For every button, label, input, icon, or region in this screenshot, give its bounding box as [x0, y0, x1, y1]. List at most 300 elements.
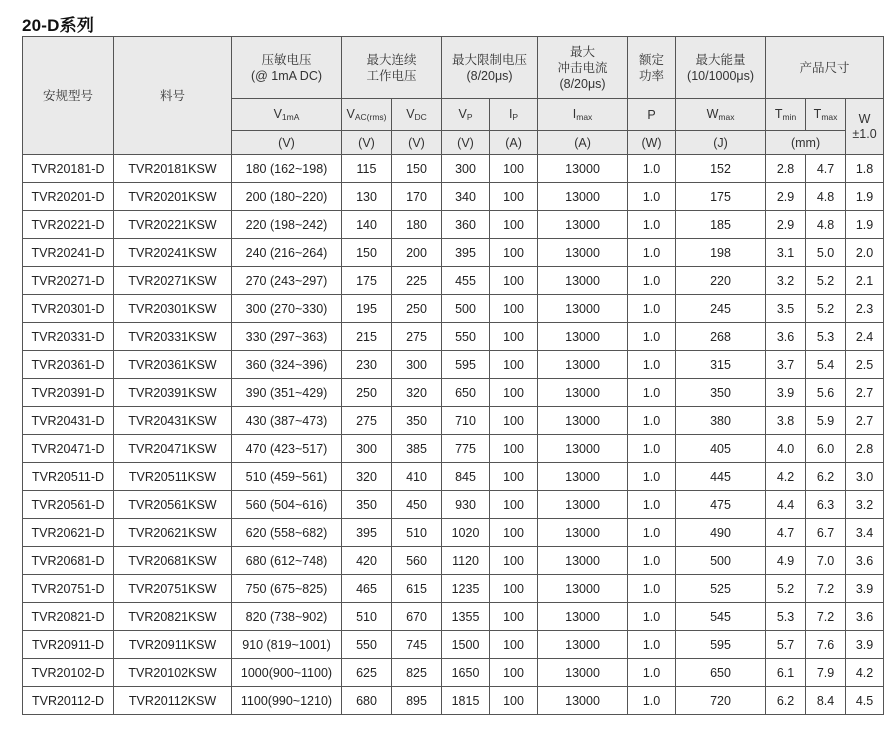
cell-vdc: 300	[392, 351, 442, 379]
cell-width: 2.3	[846, 295, 884, 323]
cell-part-number: TVR20112KSW	[114, 687, 232, 715]
cell-width: 2.0	[846, 239, 884, 267]
cell-part-number: TVR20561KSW	[114, 491, 232, 519]
cell-imax: 13000	[538, 659, 628, 687]
cell-energy: 650	[676, 659, 766, 687]
cell-part-number: TVR20751KSW	[114, 575, 232, 603]
cell-vac: 680	[342, 687, 392, 715]
table-row	[23, 155, 884, 183]
cell-vac: 115	[342, 155, 392, 183]
cell-vac: 230	[342, 351, 392, 379]
unit-imax: (A)	[538, 131, 628, 155]
cell-width: 4.2	[846, 659, 884, 687]
cell-energy: 198	[676, 239, 766, 267]
cell-power: 1.0	[628, 239, 676, 267]
cell-vp: 930	[442, 491, 490, 519]
cell-power: 1.0	[628, 183, 676, 211]
cell-power: 1.0	[628, 575, 676, 603]
cell-tmax: 7.2	[806, 603, 846, 631]
cell-vac: 215	[342, 323, 392, 351]
cell-power: 1.0	[628, 323, 676, 351]
cell-vp: 775	[442, 435, 490, 463]
unit-mm: (mm)	[766, 131, 846, 155]
table-row	[23, 631, 884, 659]
table-row	[23, 435, 884, 463]
header-max-clamping-voltage: 最大限制电压 (8/20μs)	[442, 37, 538, 99]
cell-vp: 550	[442, 323, 490, 351]
cell-ip: 100	[490, 603, 538, 631]
cell-width: 2.1	[846, 267, 884, 295]
cell-safety-model: TVR20201-D	[23, 183, 114, 211]
cell-power: 1.0	[628, 155, 676, 183]
cell-power: 1.0	[628, 379, 676, 407]
cell-vac: 150	[342, 239, 392, 267]
cell-imax: 13000	[538, 323, 628, 351]
cell-tmax: 5.2	[806, 267, 846, 295]
cell-vp: 1020	[442, 519, 490, 547]
cell-tmax: 8.4	[806, 687, 846, 715]
cell-safety-model: TVR20911-D	[23, 631, 114, 659]
header-rated-power: 额定 功率	[628, 37, 676, 99]
cell-energy: 500	[676, 547, 766, 575]
cell-tmin: 3.1	[766, 239, 806, 267]
cell-vp: 340	[442, 183, 490, 211]
cell-tmin: 3.7	[766, 351, 806, 379]
cell-tmin: 5.3	[766, 603, 806, 631]
unit-ip: (A)	[490, 131, 538, 155]
cell-vdc: 410	[392, 463, 442, 491]
cell-width: 3.9	[846, 631, 884, 659]
cell-vp: 1815	[442, 687, 490, 715]
symbol-vp: $V_P$	[442, 99, 490, 131]
cell-ip: 100	[490, 295, 538, 323]
cell-safety-model: TVR20681-D	[23, 547, 114, 575]
symbol-p: P	[628, 99, 676, 131]
cell-varistor-voltage: 300 (270~330)	[232, 295, 342, 323]
cell-energy: 475	[676, 491, 766, 519]
cell-vdc: 200	[392, 239, 442, 267]
table-row	[23, 267, 884, 295]
cell-safety-model: TVR20511-D	[23, 463, 114, 491]
cell-tmax: 6.2	[806, 463, 846, 491]
cell-tmin: 2.9	[766, 183, 806, 211]
cell-vac: 300	[342, 435, 392, 463]
cell-energy: 185	[676, 211, 766, 239]
cell-vac: 420	[342, 547, 392, 575]
unit-vp: (V)	[442, 131, 490, 155]
cell-width: 3.0	[846, 463, 884, 491]
cell-tmax: 5.4	[806, 351, 846, 379]
symbol-wmax: $W_{max}$	[676, 99, 766, 131]
cell-vac: 625	[342, 659, 392, 687]
cell-safety-model: TVR20102-D	[23, 659, 114, 687]
cell-energy: 175	[676, 183, 766, 211]
cell-ip: 100	[490, 631, 538, 659]
cell-vac: 130	[342, 183, 392, 211]
cell-vdc: 170	[392, 183, 442, 211]
cell-tmin: 5.2	[766, 575, 806, 603]
cell-safety-model: TVR20301-D	[23, 295, 114, 323]
unit-p: (W)	[628, 131, 676, 155]
table-row	[23, 211, 884, 239]
cell-imax: 13000	[538, 463, 628, 491]
cell-vac: 465	[342, 575, 392, 603]
cell-tmax: 5.3	[806, 323, 846, 351]
cell-imax: 13000	[538, 379, 628, 407]
cell-imax: 13000	[538, 239, 628, 267]
cell-energy: 445	[676, 463, 766, 491]
cell-part-number: TVR20681KSW	[114, 547, 232, 575]
table-row	[23, 407, 884, 435]
cell-width: 2.4	[846, 323, 884, 351]
cell-vdc: 745	[392, 631, 442, 659]
cell-part-number: TVR20221KSW	[114, 211, 232, 239]
table-body	[23, 155, 884, 715]
symbol-ip: $I_P$	[490, 99, 538, 131]
cell-tmax: 7.0	[806, 547, 846, 575]
cell-width: 1.9	[846, 211, 884, 239]
cell-imax: 13000	[538, 547, 628, 575]
cell-imax: 13000	[538, 631, 628, 659]
cell-vp: 650	[442, 379, 490, 407]
cell-varistor-voltage: 390 (351~429)	[232, 379, 342, 407]
cell-vdc: 225	[392, 267, 442, 295]
cell-vp: 360	[442, 211, 490, 239]
cell-varistor-voltage: 750 (675~825)	[232, 575, 342, 603]
cell-part-number: TVR20391KSW	[114, 379, 232, 407]
cell-vac: 140	[342, 211, 392, 239]
cell-safety-model: TVR20821-D	[23, 603, 114, 631]
cell-tmin: 3.2	[766, 267, 806, 295]
cell-part-number: TVR20431KSW	[114, 407, 232, 435]
cell-energy: 595	[676, 631, 766, 659]
cell-vdc: 560	[392, 547, 442, 575]
table-row	[23, 659, 884, 687]
table-row	[23, 379, 884, 407]
cell-safety-model: TVR20561-D	[23, 491, 114, 519]
cell-varistor-voltage: 330 (297~363)	[232, 323, 342, 351]
cell-safety-model: TVR20471-D	[23, 435, 114, 463]
cell-part-number: TVR20361KSW	[114, 351, 232, 379]
cell-power: 1.0	[628, 351, 676, 379]
cell-part-number: TVR20621KSW	[114, 519, 232, 547]
cell-tmax: 5.9	[806, 407, 846, 435]
cell-power: 1.0	[628, 631, 676, 659]
cell-power: 1.0	[628, 603, 676, 631]
cell-imax: 13000	[538, 183, 628, 211]
table-row	[23, 463, 884, 491]
cell-tmin: 6.2	[766, 687, 806, 715]
cell-safety-model: TVR20221-D	[23, 211, 114, 239]
cell-energy: 490	[676, 519, 766, 547]
cell-imax: 13000	[538, 407, 628, 435]
table-row	[23, 323, 884, 351]
table-row	[23, 519, 884, 547]
cell-tmin: 2.8	[766, 155, 806, 183]
cell-part-number: TVR20301KSW	[114, 295, 232, 323]
cell-part-number: TVR20241KSW	[114, 239, 232, 267]
table-row	[23, 603, 884, 631]
cell-tmin: 3.5	[766, 295, 806, 323]
cell-power: 1.0	[628, 407, 676, 435]
cell-power: 1.0	[628, 547, 676, 575]
cell-ip: 100	[490, 547, 538, 575]
header-product-size: 产品尺寸	[766, 37, 884, 99]
cell-varistor-voltage: 620 (558~682)	[232, 519, 342, 547]
symbol-vac: $V_{AC(rms)}$	[342, 99, 392, 131]
cell-imax: 13000	[538, 295, 628, 323]
cell-part-number: TVR20911KSW	[114, 631, 232, 659]
cell-vdc: 250	[392, 295, 442, 323]
unit-wmax: (J)	[676, 131, 766, 155]
cell-tmin: 6.1	[766, 659, 806, 687]
cell-vac: 195	[342, 295, 392, 323]
cell-vdc: 350	[392, 407, 442, 435]
cell-energy: 152	[676, 155, 766, 183]
cell-energy: 315	[676, 351, 766, 379]
cell-vp: 1500	[442, 631, 490, 659]
cell-tmin: 4.7	[766, 519, 806, 547]
cell-vdc: 615	[392, 575, 442, 603]
cell-tmin: 4.2	[766, 463, 806, 491]
cell-vp: 1355	[442, 603, 490, 631]
cell-energy: 720	[676, 687, 766, 715]
header-max-continuous-voltage: 最大连续 工作电压	[342, 37, 442, 99]
cell-safety-model: TVR20331-D	[23, 323, 114, 351]
cell-vdc: 510	[392, 519, 442, 547]
header-part-number: 料号	[114, 37, 232, 155]
cell-vp: 1235	[442, 575, 490, 603]
cell-vp: 500	[442, 295, 490, 323]
symbol-tmax: $T_{max}$	[806, 99, 846, 131]
cell-vac: 175	[342, 267, 392, 295]
cell-tmin: 4.9	[766, 547, 806, 575]
cell-energy: 405	[676, 435, 766, 463]
table-row	[23, 239, 884, 267]
cell-varistor-voltage: 910 (819~1001)	[232, 631, 342, 659]
cell-imax: 13000	[538, 575, 628, 603]
header-max-surge-current: 最大 冲击电流 (8/20μs)	[538, 37, 628, 99]
cell-imax: 13000	[538, 519, 628, 547]
cell-width: 2.7	[846, 407, 884, 435]
cell-ip: 100	[490, 267, 538, 295]
cell-vdc: 895	[392, 687, 442, 715]
cell-vdc: 450	[392, 491, 442, 519]
symbol-width: W ±1.0	[846, 99, 884, 155]
symbol-v1ma: $V_{1mA}$	[232, 99, 342, 131]
symbol-imax: $I_{max}$	[538, 99, 628, 131]
unit-vac: (V)	[342, 131, 392, 155]
cell-vac: 350	[342, 491, 392, 519]
cell-ip: 100	[490, 351, 538, 379]
cell-vdc: 385	[392, 435, 442, 463]
cell-vdc: 670	[392, 603, 442, 631]
cell-imax: 13000	[538, 603, 628, 631]
cell-imax: 13000	[538, 155, 628, 183]
cell-tmax: 6.0	[806, 435, 846, 463]
cell-varistor-voltage: 820 (738~902)	[232, 603, 342, 631]
cell-vp: 395	[442, 239, 490, 267]
cell-tmin: 5.7	[766, 631, 806, 659]
cell-power: 1.0	[628, 267, 676, 295]
cell-width: 3.6	[846, 547, 884, 575]
cell-power: 1.0	[628, 491, 676, 519]
cell-ip: 100	[490, 491, 538, 519]
cell-ip: 100	[490, 183, 538, 211]
cell-varistor-voltage: 270 (243~297)	[232, 267, 342, 295]
cell-part-number: TVR20821KSW	[114, 603, 232, 631]
cell-energy: 220	[676, 267, 766, 295]
cell-tmin: 4.4	[766, 491, 806, 519]
cell-energy: 350	[676, 379, 766, 407]
cell-imax: 13000	[538, 687, 628, 715]
cell-part-number: TVR20102KSW	[114, 659, 232, 687]
cell-vac: 250	[342, 379, 392, 407]
cell-varistor-voltage: 220 (198~242)	[232, 211, 342, 239]
cell-width: 3.2	[846, 491, 884, 519]
cell-part-number: TVR20181KSW	[114, 155, 232, 183]
cell-energy: 268	[676, 323, 766, 351]
cell-varistor-voltage: 1000(900~1100)	[232, 659, 342, 687]
cell-vdc: 180	[392, 211, 442, 239]
cell-varistor-voltage: 430 (387~473)	[232, 407, 342, 435]
cell-vp: 300	[442, 155, 490, 183]
cell-imax: 13000	[538, 267, 628, 295]
cell-ip: 100	[490, 323, 538, 351]
header-max-energy: 最大能量 (10/1000μs)	[676, 37, 766, 99]
cell-power: 1.0	[628, 435, 676, 463]
symbol-vdc: $V_{DC}$	[392, 99, 442, 131]
cell-ip: 100	[490, 211, 538, 239]
cell-tmin: 3.9	[766, 379, 806, 407]
table-row	[23, 351, 884, 379]
cell-tmax: 4.8	[806, 183, 846, 211]
cell-vdc: 825	[392, 659, 442, 687]
table-row	[23, 687, 884, 715]
cell-ip: 100	[490, 239, 538, 267]
cell-safety-model: TVR20751-D	[23, 575, 114, 603]
table-header	[23, 37, 884, 155]
cell-varistor-voltage: 200 (180~220)	[232, 183, 342, 211]
cell-vac: 510	[342, 603, 392, 631]
cell-ip: 100	[490, 575, 538, 603]
cell-safety-model: TVR20271-D	[23, 267, 114, 295]
cell-imax: 13000	[538, 351, 628, 379]
cell-vdc: 275	[392, 323, 442, 351]
cell-energy: 545	[676, 603, 766, 631]
cell-safety-model: TVR20112-D	[23, 687, 114, 715]
cell-tmax: 6.3	[806, 491, 846, 519]
cell-tmax: 5.6	[806, 379, 846, 407]
cell-tmin: 4.0	[766, 435, 806, 463]
cell-tmax: 5.0	[806, 239, 846, 267]
cell-width: 3.4	[846, 519, 884, 547]
cell-tmin: 2.9	[766, 211, 806, 239]
cell-vp: 845	[442, 463, 490, 491]
cell-varistor-voltage: 510 (459~561)	[232, 463, 342, 491]
cell-ip: 100	[490, 519, 538, 547]
cell-safety-model: TVR20621-D	[23, 519, 114, 547]
cell-width: 3.6	[846, 603, 884, 631]
table-row	[23, 183, 884, 211]
cell-width: 4.5	[846, 687, 884, 715]
cell-vdc: 320	[392, 379, 442, 407]
table-row	[23, 295, 884, 323]
cell-ip: 100	[490, 687, 538, 715]
cell-tmax: 7.9	[806, 659, 846, 687]
header-varistor-voltage: 压敏电压 (@ 1mA DC)	[232, 37, 342, 99]
cell-vp: 595	[442, 351, 490, 379]
cell-vac: 320	[342, 463, 392, 491]
cell-width: 1.9	[846, 183, 884, 211]
header-safety-model: 安规型号	[23, 37, 114, 155]
cell-ip: 100	[490, 379, 538, 407]
cell-vac: 395	[342, 519, 392, 547]
cell-vp: 710	[442, 407, 490, 435]
cell-power: 1.0	[628, 211, 676, 239]
cell-power: 1.0	[628, 295, 676, 323]
cell-vp: 455	[442, 267, 490, 295]
cell-safety-model: TVR20361-D	[23, 351, 114, 379]
cell-ip: 100	[490, 659, 538, 687]
cell-ip: 100	[490, 463, 538, 491]
table-row	[23, 547, 884, 575]
table-row	[23, 491, 884, 519]
cell-ip: 100	[490, 407, 538, 435]
cell-varistor-voltage: 180 (162~198)	[232, 155, 342, 183]
cell-part-number: TVR20271KSW	[114, 267, 232, 295]
cell-part-number: TVR20331KSW	[114, 323, 232, 351]
cell-tmax: 6.7	[806, 519, 846, 547]
cell-energy: 380	[676, 407, 766, 435]
cell-varistor-voltage: 1100(990~1210)	[232, 687, 342, 715]
cell-ip: 100	[490, 435, 538, 463]
spec-table	[22, 36, 884, 715]
cell-power: 1.0	[628, 519, 676, 547]
cell-energy: 245	[676, 295, 766, 323]
cell-vac: 550	[342, 631, 392, 659]
unit-vdc: (V)	[392, 131, 442, 155]
cell-tmax: 4.7	[806, 155, 846, 183]
cell-varistor-voltage: 560 (504~616)	[232, 491, 342, 519]
cell-vp: 1650	[442, 659, 490, 687]
cell-varistor-voltage: 470 (423~517)	[232, 435, 342, 463]
cell-imax: 13000	[538, 211, 628, 239]
cell-tmax: 4.8	[806, 211, 846, 239]
cell-energy: 525	[676, 575, 766, 603]
cell-tmin: 3.6	[766, 323, 806, 351]
cell-power: 1.0	[628, 659, 676, 687]
cell-power: 1.0	[628, 463, 676, 491]
cell-imax: 13000	[538, 491, 628, 519]
table-row	[23, 575, 884, 603]
cell-safety-model: TVR20391-D	[23, 379, 114, 407]
cell-width: 2.8	[846, 435, 884, 463]
cell-safety-model: TVR20431-D	[23, 407, 114, 435]
cell-safety-model: TVR20241-D	[23, 239, 114, 267]
cell-imax: 13000	[538, 435, 628, 463]
cell-width: 2.5	[846, 351, 884, 379]
cell-part-number: TVR20511KSW	[114, 463, 232, 491]
cell-width: 3.9	[846, 575, 884, 603]
cell-safety-model: TVR20181-D	[23, 155, 114, 183]
symbol-tmin: $T_{min}$	[766, 99, 806, 131]
cell-width: 2.7	[846, 379, 884, 407]
cell-varistor-voltage: 680 (612~748)	[232, 547, 342, 575]
cell-vdc: 150	[392, 155, 442, 183]
unit-v1ma: (V)	[232, 131, 342, 155]
cell-tmax: 7.6	[806, 631, 846, 659]
